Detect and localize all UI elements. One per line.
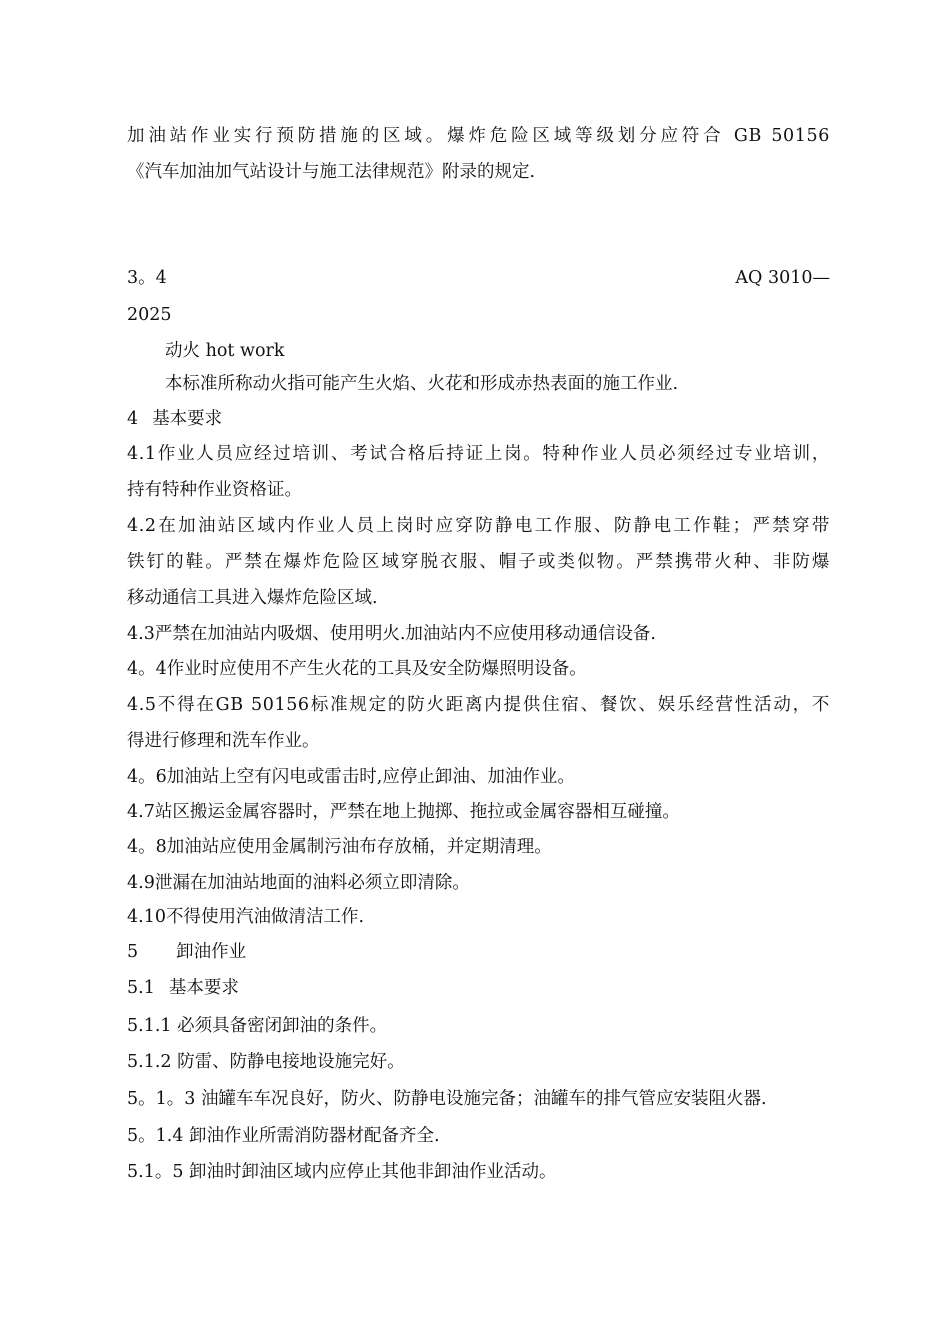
text-line: 5.1.1 必须具备密闭卸油的条件。 (127, 1016, 388, 1036)
text-line: 4.2在加油站区域内作业人员上岗时应穿防静电工作服、防静电工作鞋；严禁穿带 (127, 516, 830, 536)
text-line: 4。6加油站上空有闪电或雷击时,应停止卸油、加油作业。 (127, 767, 575, 787)
text-line: 5。1。3 油罐车车况良好，防火、防静电设施完备；油罐车的排气管应安装阻火器. (127, 1089, 767, 1109)
text-line: 得进行修理和洗车作业。 (127, 731, 320, 751)
text-line: 铁钉的鞋。严禁在爆炸危险区域穿脱衣服、帽子或类似物。严禁携带火种、非防爆 (127, 552, 830, 572)
text-line: 4。4作业时应使用不产生火花的工具及安全防爆照明设备。 (127, 659, 587, 679)
standard-year: 2025 (127, 305, 172, 325)
text-line: 加油站作业实行预防措施的区域。爆炸危险区域等级划分应符合 GB 50156 (127, 126, 830, 146)
section-heading-title: 卸油作业 (176, 942, 247, 962)
standard-code: AQ 3010— (735, 268, 830, 288)
section-heading-title: 基本要求 (152, 409, 223, 429)
term-definition: 本标准所称动火指可能产生火焰、火花和形成赤热表面的施工作业. (165, 374, 679, 394)
text-line: 4.7站区搬运金属容器时，严禁在地上抛掷、拖拉或金属容器相互碰撞。 (127, 802, 680, 822)
term-heading: 动火 hot work (165, 341, 285, 361)
section-heading-number: 4 (127, 409, 139, 429)
text-line: 5.1.2 防雷、防静电接地设施完好。 (127, 1052, 405, 1072)
text-line: 5。1.4 卸油作业所需消防器材配备齐全. (127, 1126, 440, 1146)
text-line: 4.5不得在GB 50156标准规定的防火距离内提供住宿、餐饮、娱乐经营性活动，不 (127, 695, 830, 715)
text-line: 4.3严禁在加油站内吸烟、使用明火.加油站内不应使用移动通信设备. (127, 624, 656, 644)
text-line: 4.10不得使用汽油做清洁工作. (127, 907, 365, 927)
text-line: 5.1。5 卸油时卸油区域内应停止其他非卸油作业活动。 (127, 1162, 557, 1182)
subsection-heading-title: 基本要求 (168, 978, 239, 998)
text-line: 4.1作业人员应经过培训、考试合格后持证上岗。特种作业人员必须经过专业培训， (127, 444, 830, 464)
subsection-heading-number: 5.1 (127, 978, 155, 998)
section-heading-number: 5 (127, 942, 139, 962)
text-line: 4。8加油站应使用金属制污油布存放桶，并定期清理。 (127, 837, 552, 857)
text-line: 《汽车加油加气站设计与施工法律规范》附录的规定. (127, 162, 536, 182)
text-line: 持有特种作业资格证。 (127, 480, 302, 500)
section-number: 3。4 (127, 268, 167, 288)
text-line: 移动通信工具进入爆炸危险区域. (127, 588, 378, 608)
section-heading (127, 407, 830, 431)
subsection-heading (127, 976, 830, 1000)
text-line: 4.9泄漏在加油站地面的油料必须立即清除。 (127, 873, 470, 893)
section-heading (127, 940, 830, 964)
